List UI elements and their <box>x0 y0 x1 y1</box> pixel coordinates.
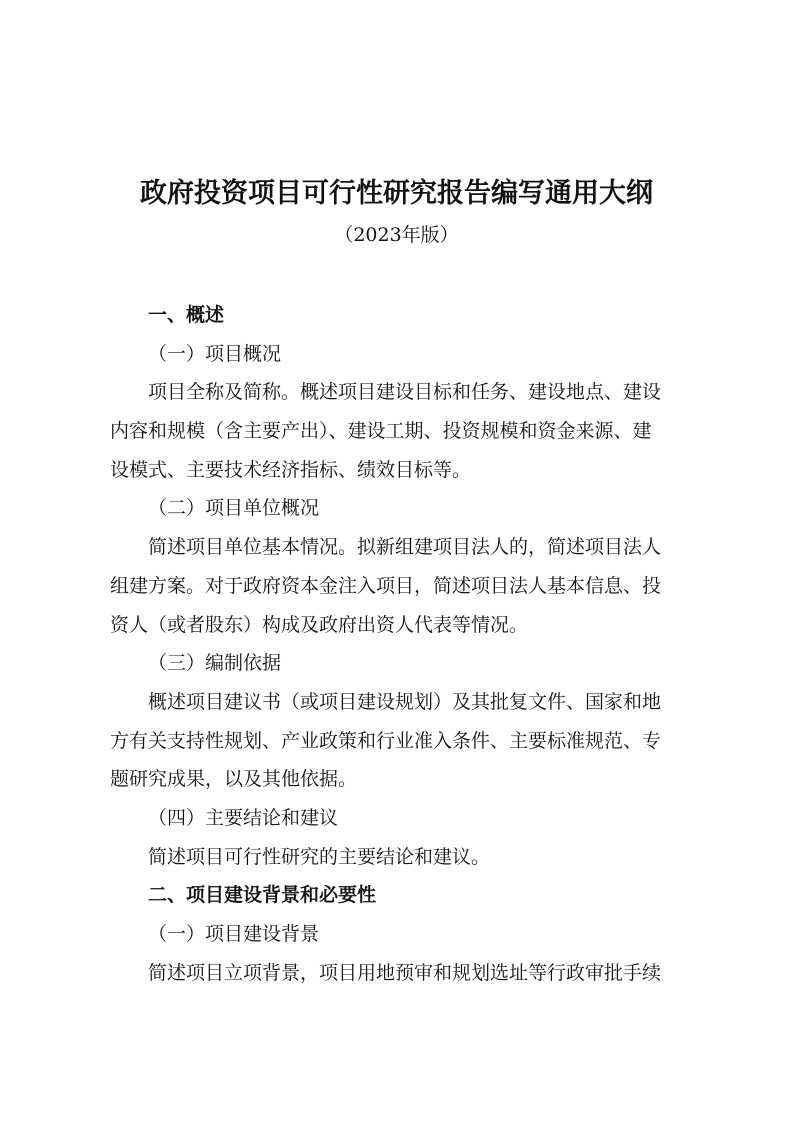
subsection-heading: （一）项目概况 <box>148 342 282 365</box>
subsection-heading: （四）主要结论和建议 <box>148 806 339 829</box>
paragraph-line: 简述项目单位基本情况。拟新组建项目法人的，简述项目法人 <box>148 536 662 559</box>
paragraph-line: 设模式、主要技术经济指标、绩效目标等。 <box>110 458 472 481</box>
paragraph <box>110 528 686 644</box>
subsection-heading: （三）编制依据 <box>148 652 282 675</box>
paragraph <box>110 373 686 489</box>
section-heading: 二、项目建设背景和必要性 <box>148 884 377 907</box>
subsection-heading: （一）项目建设背景 <box>148 923 320 945</box>
document-title: 政府投资项目可行性研究报告编写通用大纲 <box>140 178 653 209</box>
document-body <box>110 296 686 992</box>
paragraph <box>110 954 686 993</box>
paragraph-line: 项目全称及简称。概述项目建设目标和任务、建设地点、建设 <box>148 381 662 404</box>
paragraph-line: 题研究成果，以及其他依据。 <box>110 768 358 791</box>
paragraph-line: 简述项目立项背景，项目用地预审和规划选址等行政审批手续 <box>148 961 662 984</box>
paragraph-line: 组建方案。对于政府资本金注入项目，简述项目法人基本信息、投 <box>110 574 662 597</box>
paragraph-line: 内容和规模（含主要产出）、建设工期、投资规模和资金来源、建 <box>110 420 652 443</box>
paragraph <box>110 683 686 799</box>
paragraph-line: 资人（或者股东）构成及政府出资人代表等情况。 <box>110 613 529 636</box>
paragraph <box>110 838 686 877</box>
paragraph-line: 方有关支持性规划、产业政策和行业准入条件、主要标准规范、专 <box>110 729 662 752</box>
paragraph-line: 简述项目可行性研究的主要结论和建议。 <box>148 845 491 868</box>
document-subtitle: （2023年版） <box>334 224 459 246</box>
subsection-heading: （二）项目单位概况 <box>148 497 320 520</box>
section-heading: 一、概述 <box>148 304 225 326</box>
paragraph-line: 概述项目建议书（或项目建设规划）及其批复文件、国家和地 <box>148 690 662 713</box>
